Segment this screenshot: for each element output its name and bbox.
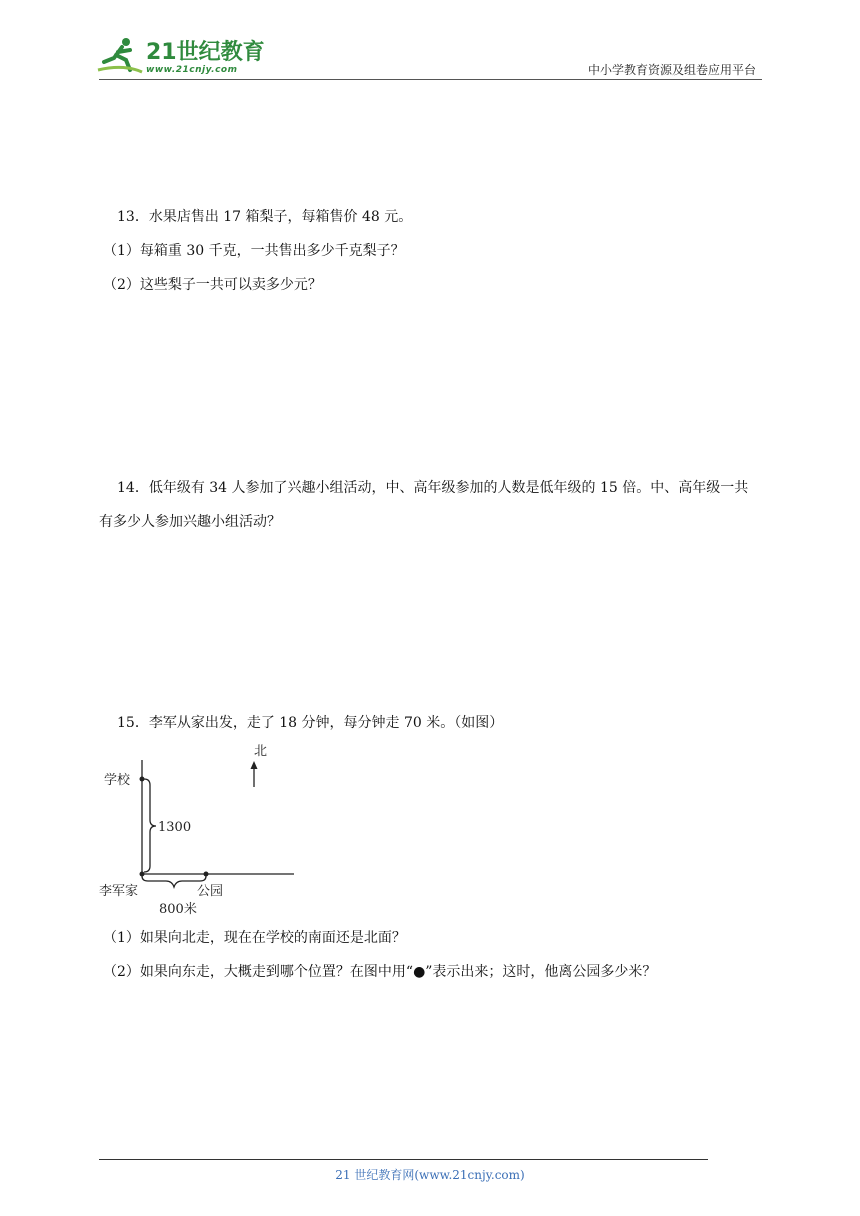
school-label: 学校 <box>104 773 131 788</box>
vertical-distance: 1300 <box>158 820 192 835</box>
school-point <box>140 777 145 782</box>
q15-part1: （1）如果向北走，现在在学校的南面还是北面？ <box>103 930 406 946</box>
q13-part2: （2）这些梨子一共可以卖多少元？ <box>103 277 322 293</box>
route-diagram <box>96 740 302 920</box>
vertical-brace <box>144 779 156 872</box>
footer-text: 21 世纪教育网(www.21cnjy.com) <box>335 1168 525 1182</box>
platform-title: 中小学教育资源及组卷应用平台 <box>587 63 756 77</box>
q13-part1: （1）每箱重 30 千克，一共售出多少千克梨子？ <box>103 243 405 259</box>
park-point <box>204 872 209 877</box>
home-label: 李军家 <box>99 884 139 899</box>
header-divider <box>99 79 762 80</box>
q14-line2: 有多少人参加兴趣小组活动？ <box>99 514 281 530</box>
footer-divider <box>99 1159 708 1160</box>
q15-stem: 15．李军从家出发，走了 18 分钟，每分钟走 70 米。（如图） <box>117 715 504 731</box>
q13-stem: 13．水果店售出 17 箱梨子，每箱售价 48 元。 <box>117 209 413 225</box>
logo-text: 21世纪教育 <box>146 40 265 65</box>
park-label: 公园 <box>197 884 224 899</box>
home-point <box>140 872 145 877</box>
north-arrow-icon <box>251 761 258 787</box>
north-label: 北 <box>254 744 268 759</box>
q15-part2: （2）如果向东走，大概走到哪个位置？在图中用“●”表示出来；这时，他离公园多少米？ <box>103 964 657 980</box>
q14-line1: 14．低年级有 34 人参加了兴趣小组活动，中、高年级参加的人数是低年级的 15 倍。中、高年级一共 <box>117 480 749 496</box>
logo-url: www.21cnjy.com <box>146 65 238 75</box>
horizontal-distance: 800米 <box>159 902 197 917</box>
